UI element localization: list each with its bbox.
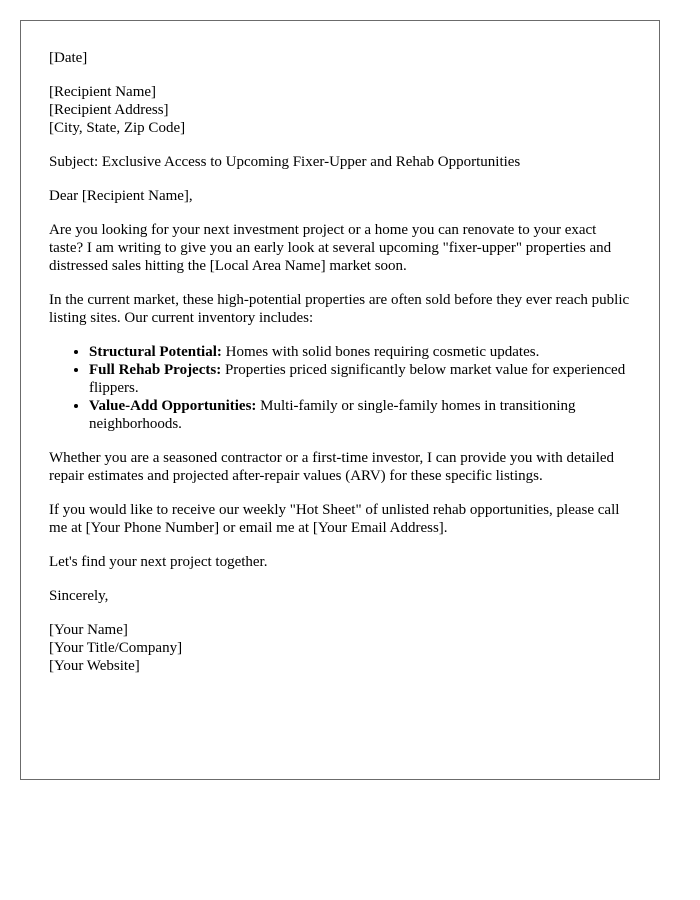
list-item-text: Properties priced significantly below market value for experienced flippers. (89, 362, 626, 396)
greeting: Dear [Recipient Name], (49, 188, 193, 204)
letter-page (20, 20, 660, 780)
list-item (89, 397, 631, 433)
paragraph-market: In the current market, these high-potential properties are often sold before they ever reach public listing sites. Our current inventory includes: (49, 292, 630, 326)
list-item-label: Full Rehab Projects: (89, 362, 222, 378)
list-item (89, 361, 631, 397)
list-item (89, 343, 631, 361)
date-line: [Date] (49, 50, 88, 66)
list-item-text: Multi-family or single-family homes in transitioning neighborhoods. (89, 398, 576, 432)
signature-block (49, 621, 631, 675)
list-item-text: Homes with solid bones requiring cosmetic updates. (221, 344, 540, 360)
signature-name: [Your Name] (49, 622, 128, 638)
recipient-city: [City, State, Zip Code] (49, 120, 186, 136)
inventory-list (49, 343, 631, 433)
paragraph-intro: Are you looking for your next investment project or a home you can renovate to your exact taste? I am writing to give you an early look at several upcoming "fixer-upper" properties and distressed sales hitting the [Local Area Name] market soon. (49, 222, 612, 274)
paragraph-contact: If you would like to receive our weekly "Hot Sheet" of unlisted rehab opportunities, please call me at [Your Phone Number] or email me at [Your Email Address]. (49, 502, 620, 536)
list-item-label: Value-Add Opportunities: (89, 398, 257, 414)
signature-website: [Your Website] (49, 658, 140, 674)
recipient-block (49, 83, 631, 137)
list-item-label: Structural Potential: (89, 344, 222, 360)
paragraph-closing-line: Let's find your next project together. (49, 554, 268, 570)
recipient-name: [Recipient Name] (49, 84, 157, 100)
subject-line: Subject: Exclusive Access to Upcoming Fixer-Upper and Rehab Opportunities (49, 154, 521, 170)
recipient-address: [Recipient Address] (49, 102, 169, 118)
paragraph-services: Whether you are a seasoned contractor or a first-time investor, I can provide you with detailed repair estimates and projected after-repair values (ARV) for these specific listings. (49, 450, 615, 484)
signature-title: [Your Title/Company] (49, 640, 183, 656)
closing: Sincerely, (49, 588, 109, 604)
